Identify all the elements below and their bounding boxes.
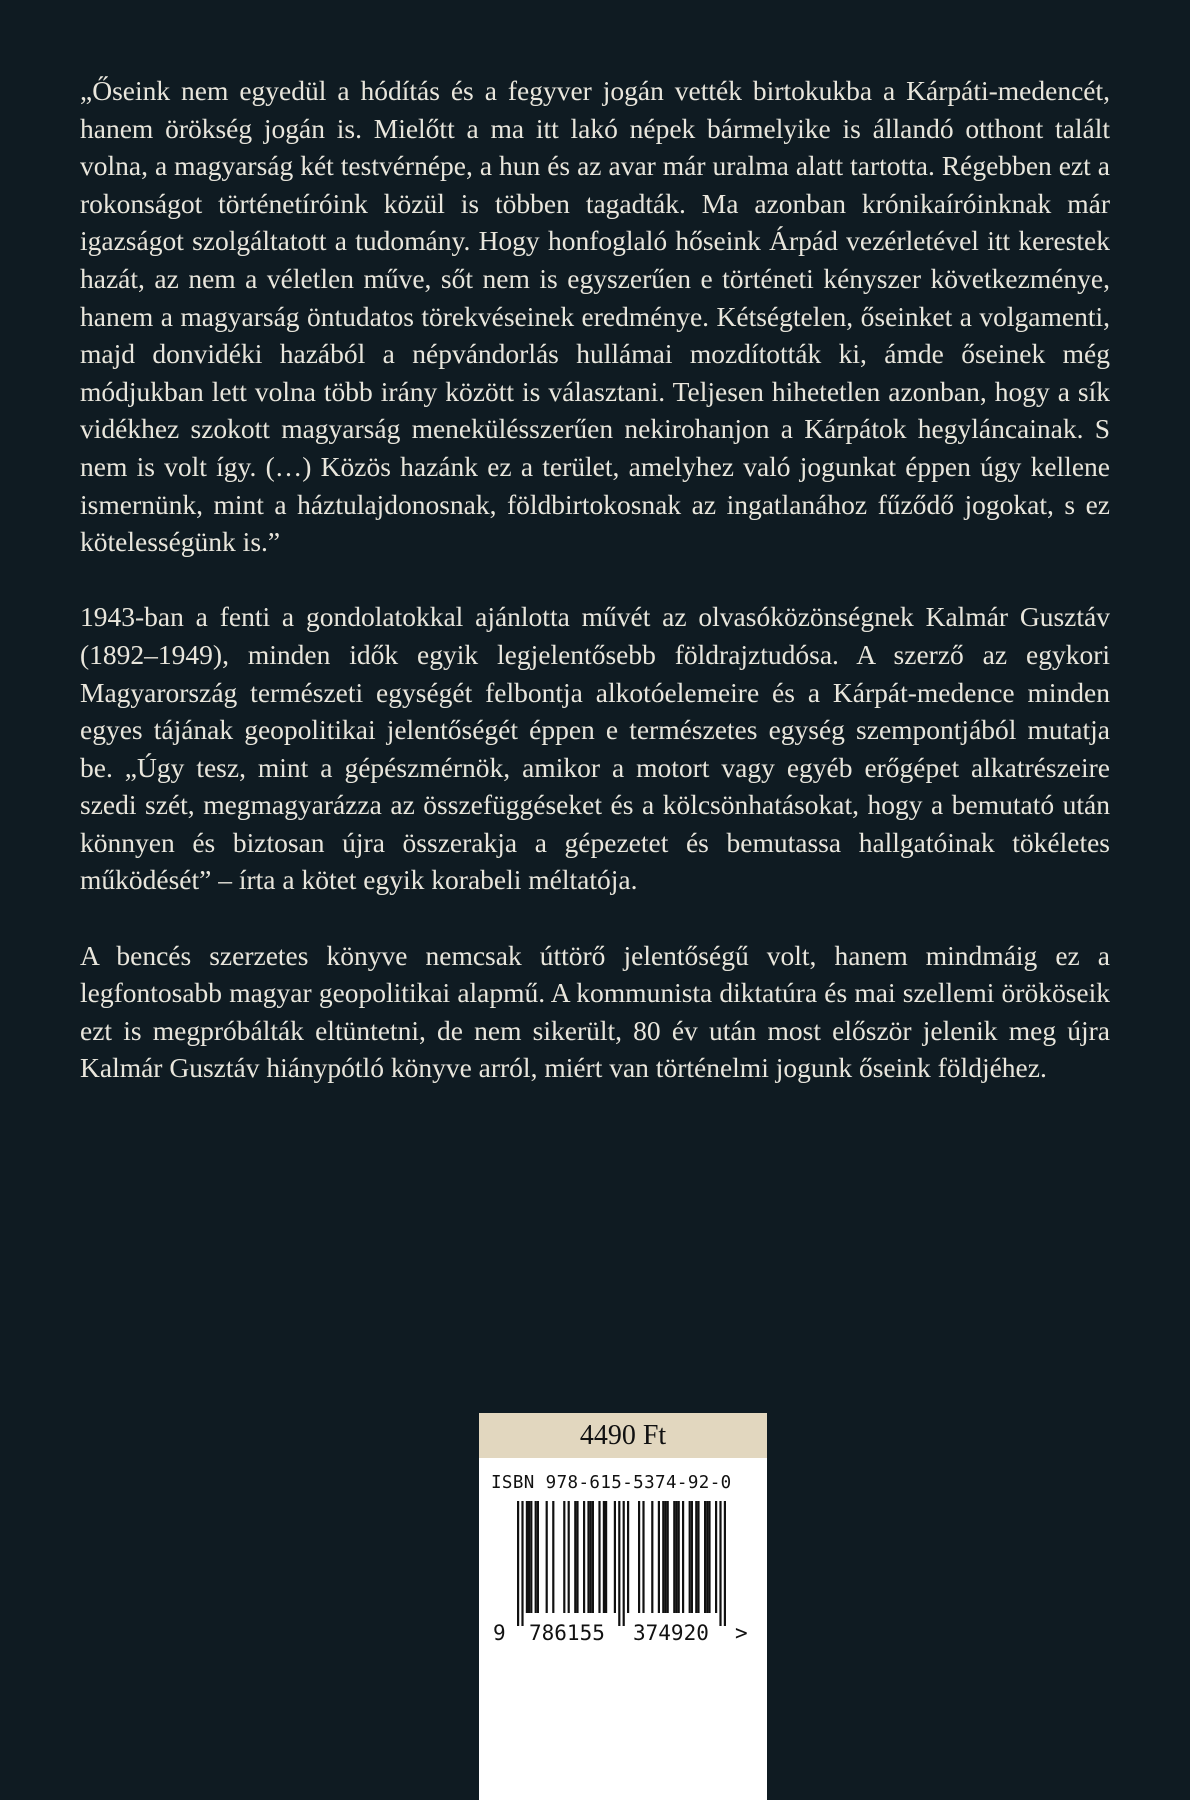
barcode-bar: [587, 1501, 589, 1613]
barcode-bar: [563, 1501, 565, 1613]
barcode-bar: [574, 1501, 576, 1613]
barcode-bar: [675, 1501, 677, 1613]
barcode-guard-bar: [719, 1501, 721, 1626]
barcode-guard-bar: [521, 1501, 523, 1626]
barcode-bar: [691, 1501, 693, 1613]
barcode-digit-first: 9: [493, 1621, 506, 1645]
barcode-bar: [526, 1501, 528, 1613]
barcode-bar: [590, 1501, 592, 1613]
barcode-bar: [678, 1501, 680, 1613]
barcode-bar: [697, 1501, 699, 1613]
isbn-label: ISBN 978-615-5374-92-0: [491, 1473, 732, 1493]
back-cover-text: [80, 72, 1110, 1125]
barcode-bar: [664, 1501, 666, 1613]
barcode-bar: [530, 1501, 532, 1613]
closing-paragraph: A bencés szerzetes könyve nemcsak úttörő jelentőségű volt, hanem mindmáig ez a legfontosabb magyar geopolitikai alapmű. A kommunista diktatúra és mai szellemi örököseik ezt is megpróbálták eltüntetni, de nem sikerült, 80 év után most először jelenik meg újra Kalmár Gusztáv hiánypótló könyve arról, miért van történelmi jogunk őseink földjéhez.: [80, 939, 1110, 1084]
barcode-bar: [667, 1501, 669, 1613]
price-label: 4490 Ft: [479, 1413, 767, 1458]
barcode-bar: [528, 1501, 530, 1613]
barcode-bar: [537, 1501, 539, 1613]
intro-paragraph: 1943-ban a fenti a gondolatokkal ajánlotta művét az olvasóközönségnek Kalmár Gusztáv (1892–1949), minden idők egyik legjelentősebb földrajztudósa. A szerző az egykori Magyarország természeti egységét felbontja alkotóelemeire és a Kárpát-medence minden egyes tájának geopolitikai jelentőségét éppen e természetes egység szempontjából mutatja be. „Úgy tesz, mint a gépészmérnök, amikor a motort vagy egyéb erőgépet alkatrészeire szedi szét, megmagyarázza az összefüggéseket és a kölcsönhatásokat, hogy a bemutató után könnyen és biztosan újra összerakja a gépezetet és bemutassa hallgatóinak tökéletes működését” – írta a kötet egyik korabeli méltatója.: [80, 601, 1110, 896]
price-barcode-box: [479, 1413, 767, 1800]
barcode: [491, 1501, 753, 1626]
barcode-bar: [605, 1501, 607, 1613]
barcode-bar: [662, 1501, 664, 1613]
barcode-bar: [682, 1501, 684, 1613]
barcode-digits-left: 786155: [529, 1621, 605, 1645]
barcode-bar: [638, 1501, 640, 1613]
barcode-bar: [535, 1501, 537, 1613]
barcode-bar: [715, 1501, 717, 1613]
barcode-bar: [546, 1501, 548, 1613]
barcode-bar: [706, 1501, 708, 1613]
barcode-bar: [689, 1501, 691, 1613]
barcode-bar: [695, 1501, 697, 1613]
barcode-bar: [658, 1501, 660, 1613]
barcode-bar: [552, 1501, 554, 1613]
barcode-digits-right: 374920: [633, 1621, 709, 1645]
barcode-bar: [576, 1501, 578, 1613]
barcode-bar: [568, 1501, 570, 1613]
barcode-bar: [583, 1501, 585, 1613]
barcode-bar: [708, 1501, 710, 1613]
barcode-guard-bar: [623, 1501, 625, 1626]
barcode-bar: [603, 1501, 605, 1613]
quote-paragraph: „Őseink nem egyedül a hódítás és a fegyver jogán vették birtokukba a Kárpáti-medencét, hanem örökség jogán is. Mielőtt a ma itt lakó népek bármelyike is állandó otthont talált volna, a magyarság két testvérnépe, a hun és az avar már uralma alatt tartotta. Régebben ezt a rokonságot történetíróink közül is többen tagadták. Ma azonban krónikaíróinknak már igazságot szolgáltatott a tudomány. Hogy honfoglaló hőseink Árpád vezérletével itt kerestek hazát, az nem a véletlen műve, sőt nem is egyszerűen e történeti kényszer következménye, hanem a magyarság öntudatos törekvéseinek eredménye. Kétségtelen, őseinket a volgamenti, majd donvidéki hazából a népvándorlás hullámai mozdították ki, ámde őseinek még módjukban lett volna több irány között is választani. Teljesen hihetetlen azonban, hogy a sík vidékhez szokott magyarság menekülésszerűen nekirohanjon a Kárpátok hegyláncainak. S nem is volt így. (…) Közös hazánk ez a terület, amelyhez való jogunkat éppen úgy kellene ismernünk, mint a háztulajdonosnak, földbirtokosnak az ingatlanához fűződő jogokat, s ez kötelességünk is.”: [80, 75, 1110, 558]
barcode-bar: [651, 1501, 653, 1613]
barcode-guard-bar: [618, 1501, 620, 1626]
barcode-bar: [673, 1501, 675, 1613]
barcode-bar: [592, 1501, 594, 1613]
barcode-bar: [614, 1501, 616, 1613]
barcode-guard-bar: [517, 1501, 519, 1626]
barcode-bar: [598, 1501, 600, 1613]
barcode-arrow: >: [735, 1621, 748, 1645]
barcode-bar: [627, 1501, 629, 1613]
barcode-bar: [642, 1501, 644, 1613]
barcode-guard-bar: [724, 1501, 726, 1626]
barcode-bar: [704, 1501, 706, 1613]
